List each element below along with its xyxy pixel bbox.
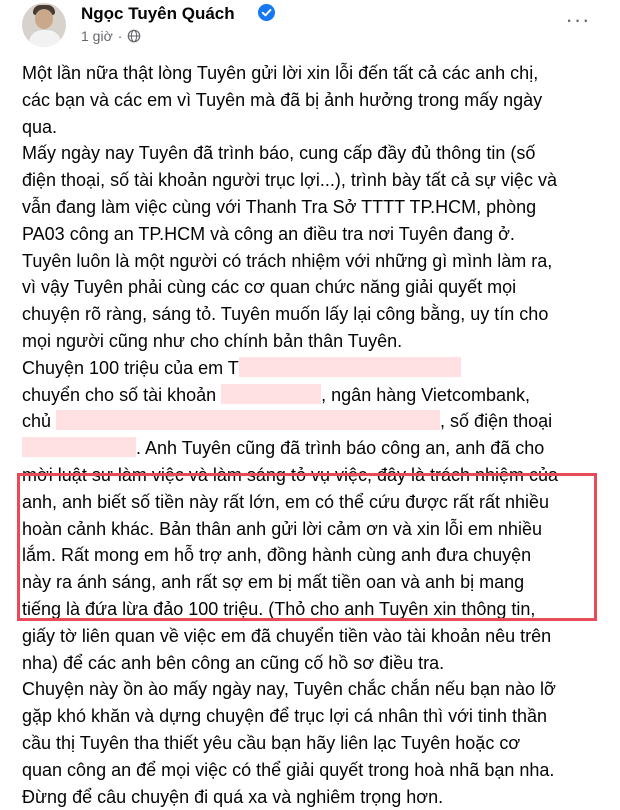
author-avatar[interactable]: [22, 3, 66, 47]
post-line: [22, 355, 612, 382]
post-line: quan công an để mọi việc có thể giải quyết trong hoà nhã bạn nha.: [22, 759, 555, 780]
post-line: hoàn cảnh khác. Bản thân anh gửi lời cảm ơn và xin lỗi em nhiều: [22, 518, 542, 539]
post-line: PA03 công an TP.HCM và công an điều tra nơi Tuyên đang ở.: [22, 223, 515, 244]
post-line: Chuyện này ồn ào mấy ngày nay, Tuyên chắc chắn nếu bạn nào lỡ: [22, 679, 556, 700]
verified-badge-icon: [258, 4, 275, 21]
line-text: Chuyện 100 triệu của em T: [22, 357, 239, 378]
line-text: , số điện thoại: [440, 411, 553, 432]
line-text: chủ: [22, 411, 52, 432]
redaction-bar: [22, 437, 136, 457]
post-line: vì vậy Tuyên phải cùng các cơ quan chức năng giải quyết mọi: [22, 277, 517, 298]
post-line: anh, anh biết số tiền này rất lớn, em có thể cứu được rất rất nhiều: [22, 491, 549, 512]
post-line: này ra ánh sáng, anh rất sợ em bị mất tiền oan và anh bị mang: [22, 572, 525, 593]
more-options-button[interactable]: ···: [565, 7, 591, 32]
line-text: , ngân hàng Vietcombank,: [321, 384, 530, 405]
post-line: Một lần nữa thật lòng Tuyên gửi lời xin lỗi đến tất cả các anh chị,: [22, 63, 539, 83]
avatar-body: [28, 29, 62, 47]
post-line: lắm. Rất mong em hỗ trợ anh, đồng hành cùng anh đưa chuyện: [22, 545, 532, 566]
line-text: chuyển cho số tài khoản: [22, 384, 217, 405]
post-line: [22, 408, 612, 435]
post-line: giấy tờ liên quan về việc em đã chuyển tiền vào tài khoản nêu trên: [22, 625, 552, 646]
post-body: [22, 60, 612, 810]
post-line: nha) để các anh bên công an cũng cố hồ sơ điều tra.: [22, 652, 445, 673]
meta-separator: ·: [117, 28, 123, 44]
post-meta: [81, 28, 141, 44]
post-line: Tuyên luôn là một người có trách nhiệm với những gì mình làm ra,: [22, 250, 553, 271]
post-line: Mấy ngày nay Tuyên đã trình báo, cung cấp đầy đủ thông tin (số: [22, 143, 536, 164]
redaction-bar: [56, 410, 440, 430]
post-line: tiếng là đứa lừa đảo 100 triệu. (Thỏ cho anh Tuyên xin thông tin,: [22, 598, 536, 619]
post-line: gặp khó khăn và dựng chuyện để trục lợi cá nhân thì với tinh thần: [22, 706, 547, 727]
post-line: điện thoại, số tài khoản người trục lợi...), trình bày tất cả sự việc và: [22, 170, 557, 191]
redaction-bar: [239, 357, 461, 377]
globe-icon[interactable]: [127, 29, 141, 43]
post-line: mời luật sư làm việc và làm sáng tỏ vụ việc, đây là trách nhiệm của: [22, 464, 559, 485]
redaction-bar: [221, 384, 321, 404]
post-line: Đừng để câu chuyện đi quá xa và nghiêm trọng hơn.: [22, 786, 444, 807]
post-header: [0, 0, 620, 52]
post-line: cầu thị Tuyên tha thiết yêu cầu bạn hãy liên lạc Tuyên hoặc cơ: [22, 732, 521, 753]
avatar-face: [35, 9, 53, 29]
post-line: vẫn đang làm việc cùng với Thanh Tra Sở TTTT TP.HCM, phòng: [22, 196, 537, 217]
author-name[interactable]: Ngọc Tuyên Quách: [81, 4, 235, 23]
post-line: mọi người cũng như cho chính bản thân Tuyên.: [22, 330, 403, 351]
post-timestamp[interactable]: 1 giờ: [81, 28, 113, 44]
post-line: qua.: [22, 116, 58, 137]
post-line: chuyện rõ ràng, sáng tỏ. Tuyên muốn lấy lại công bằng, uy tín cho: [22, 304, 549, 325]
post-line: các bạn và các em vì Tuyên mà đã bị ảnh hưởng trong mấy ngày: [22, 89, 543, 110]
line-text: . Anh Tuyên cũng đã trình báo công an, anh đã cho: [136, 438, 545, 459]
post-line: [22, 435, 612, 462]
post-line: [22, 382, 612, 409]
